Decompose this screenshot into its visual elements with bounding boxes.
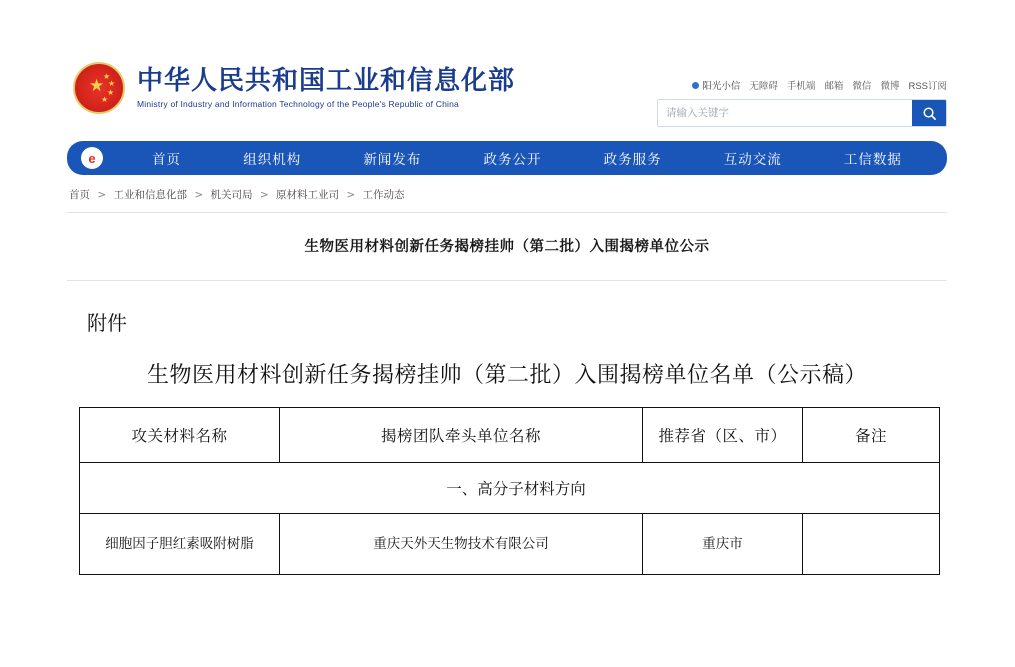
site-brand (67, 62, 515, 114)
attachment-label: 附件 (87, 311, 127, 335)
breadcrumb-separator: > (194, 189, 204, 201)
breadcrumb-separator: > (97, 189, 107, 201)
top-link-mobile[interactable]: 手机端 (786, 81, 816, 92)
nav-item-gov-open[interactable]: 政务公开 (483, 152, 542, 168)
page-title: 生物医用材料创新任务揭榜挂帅（第二批）入围揭榜单位公示 (67, 213, 947, 281)
header-right (657, 62, 947, 127)
breadcrumb-item-home[interactable]: 首页 (69, 189, 90, 201)
search-button[interactable] (912, 100, 946, 126)
search-bar (657, 99, 947, 127)
bullet-icon (692, 82, 699, 89)
top-link-sunshine[interactable] (692, 78, 740, 92)
breadcrumb (67, 175, 947, 213)
table-header-row (80, 408, 940, 463)
attachment-title: 生物医用材料创新任务揭榜挂帅（第二批）入围揭榜单位名单（公示稿） (146, 363, 867, 388)
cell-note (803, 514, 940, 575)
col-header-lead-unit: 揭榜团队牵头单位名称 (280, 408, 643, 463)
nav-item-interaction[interactable]: 互动交流 (723, 152, 782, 168)
breadcrumb-separator: > (259, 189, 269, 201)
table-row (80, 514, 940, 575)
nav-logo-icon: e (81, 147, 103, 169)
top-link-accessibility[interactable]: 无障碍 (749, 81, 778, 92)
search-input[interactable] (658, 100, 912, 126)
national-emblem-icon: ★ ★ ★ ★ ★ (73, 62, 125, 114)
nav-items (121, 148, 933, 168)
main-nav (67, 141, 947, 175)
brand-text (137, 67, 515, 110)
section-label-polymer: 一、高分子材料方向 (80, 463, 940, 514)
site-header (67, 50, 947, 137)
cell-material: 细胞因子胆红素吸附树脂 (80, 514, 280, 575)
brand-name-en: Ministry of Industry and Information Technology of the People's Republic of China (137, 99, 459, 110)
shortlist-table (79, 407, 940, 575)
col-header-material: 攻关材料名称 (80, 408, 280, 463)
search-icon (922, 106, 937, 121)
cell-province: 重庆市 (643, 514, 803, 575)
cell-lead-unit: 重庆天外天生物技术有限公司 (280, 514, 643, 575)
top-link-label: 阳光小信 (702, 81, 741, 92)
brand-name-cn: 中华人民共和国工业和信息化部 (137, 65, 516, 96)
nav-item-gov-service[interactable]: 政务服务 (603, 152, 662, 168)
table-section-row (80, 463, 940, 514)
breadcrumb-item-work-updates[interactable]: 工作动态 (362, 189, 405, 201)
breadcrumb-item-departments[interactable]: 机关司局 (210, 189, 253, 201)
site-container (67, 50, 947, 575)
top-link-mail[interactable]: 邮箱 (824, 81, 844, 92)
nav-item-organization[interactable]: 组织机构 (243, 152, 302, 168)
top-link-weibo[interactable]: 微博 (880, 81, 900, 92)
breadcrumb-item-raw-materials[interactable]: 原材料工业司 (276, 189, 339, 201)
top-links (657, 78, 947, 92)
top-link-rss[interactable]: RSS订阅 (908, 81, 947, 92)
nav-item-news[interactable]: 新闻发布 (363, 152, 422, 168)
attachment-body (67, 281, 947, 575)
col-header-notes: 备注 (803, 408, 940, 463)
top-link-wechat[interactable]: 微信 (852, 81, 872, 92)
nav-item-data[interactable]: 工信数据 (843, 152, 902, 168)
breadcrumb-item-ministry[interactable]: 工业和信息化部 (113, 189, 187, 201)
breadcrumb-separator: > (346, 189, 356, 201)
col-header-province: 推荐省（区、市） (643, 408, 803, 463)
nav-item-home[interactable]: 首页 (152, 152, 182, 168)
